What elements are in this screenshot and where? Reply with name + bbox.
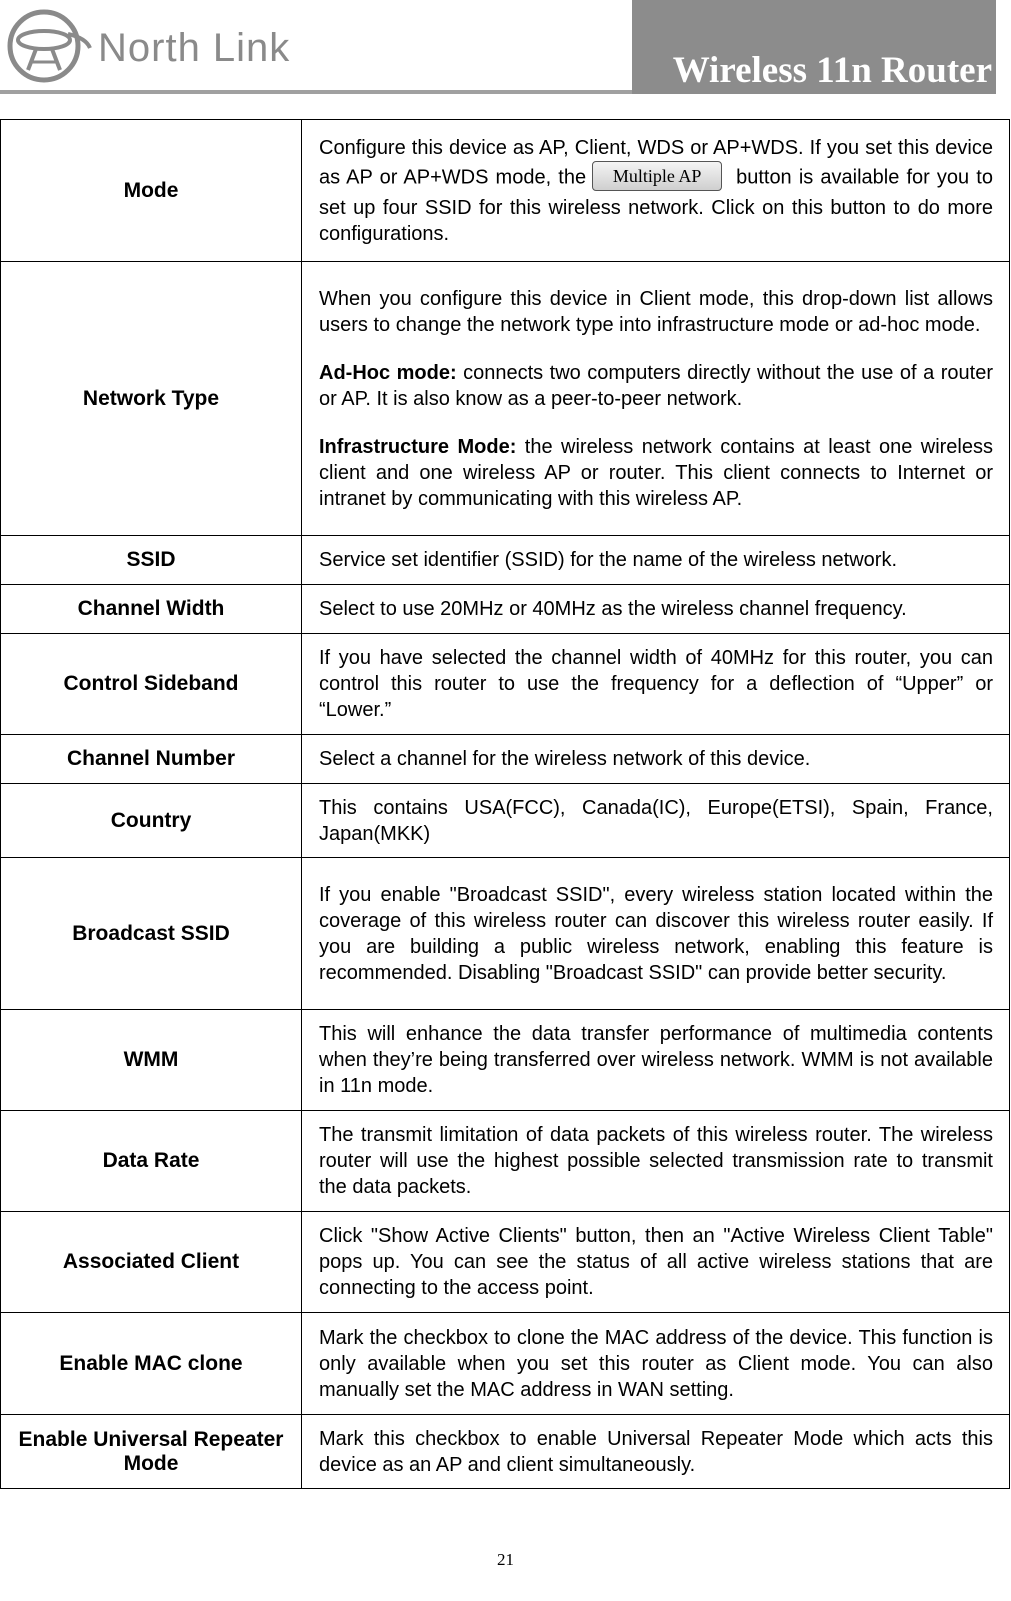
setting-description: Configure this device as AP, Client, WDS or AP+WDS. If you set this device as AP or AP+WDS mode, the Multiple AP button is available for you to set up four SSID for this wireless network. Click on this button to do more configurations. (302, 120, 1010, 262)
table-row (1, 1415, 1010, 1489)
table-row (1, 120, 1010, 262)
table-row (1, 858, 1010, 1010)
header-title-box (632, 0, 996, 94)
setting-description: This will enhance the data transfer performance of multimedia contents when they’re being transferred over wireless network. WMM is not available in 11n mode. (302, 1010, 1010, 1111)
setting-description: If you have selected the channel width of 40MHz for this router, you can control this router to use the frequency for a deflection of “Upper” or “Lower.” (302, 634, 1010, 735)
brand-name: North Link (98, 26, 291, 70)
table-row (1, 1313, 1010, 1415)
setting-description: This contains USA(FCC), Canada(IC), Europe(ETSI), Spain, France, Japan(MKK) (302, 784, 1010, 858)
setting-name: WMM (1, 1010, 302, 1111)
northlink-logo (6, 4, 306, 84)
setting-description: When you configure this device in Client mode, this drop-down list allows users to change the network type into infrastructure mode or ad-hoc mode. Ad-Hoc mode: connects two computers directly without the use of a router or AP. It is also know as a peer-to-peer network. Infrastructure Mode: the wireless network contains at least one wireless client and one wireless AP or router. This client connects to Internet or intranet by communicating with this wireless AP. (302, 262, 1010, 536)
table-row (1, 262, 1010, 536)
setting-name: Data Rate (1, 1111, 302, 1212)
setting-description: Click "Show Active Clients" button, then an "Active Wireless Client Table" pops up. You can see the status of all active wireless stations that are connecting to the access point. (302, 1212, 1010, 1313)
setting-name: Enable Universal Repeater Mode (1, 1415, 302, 1489)
table-row (1, 585, 1010, 634)
setting-name: Broadcast SSID (1, 858, 302, 1010)
table-row (1, 634, 1010, 735)
table-row (1, 735, 1010, 784)
router-globe-icon (6, 4, 96, 84)
settings-table (0, 119, 1010, 1489)
setting-description: Service set identifier (SSID) for the name of the wireless network. (302, 536, 1010, 585)
setting-description: The transmit limitation of data packets of this wireless router. The wireless router will use the highest possible selected transmission rate to transmit the data packets. (302, 1111, 1010, 1212)
page-number: 21 (497, 1550, 514, 1569)
setting-description: Mark this checkbox to enable Universal Repeater Mode which acts this device as an AP and client simultaneously. (302, 1415, 1010, 1489)
table-row (1, 1010, 1010, 1111)
setting-name: SSID (1, 536, 302, 585)
table-row (1, 784, 1010, 858)
setting-name: Network Type (1, 262, 302, 536)
table-row (1, 1212, 1010, 1313)
setting-name: Control Sideband (1, 634, 302, 735)
table-row (1, 536, 1010, 585)
multiple-ap-button: Multiple AP (592, 161, 722, 191)
header-rule (0, 90, 635, 94)
setting-name: Associated Client (1, 1212, 302, 1313)
setting-name: Mode (1, 120, 302, 262)
setting-name: Country (1, 784, 302, 858)
setting-description: If you enable "Broadcast SSID", every wireless station located within the coverage of this wireless router can discover this wireless router easily. If you are building a public wireless network, enabling this feature is recommended. Disabling "Broadcast SSID" can provide better security. (302, 858, 1010, 1010)
setting-description: Select to use 20MHz or 40MHz as the wireless channel frequency. (302, 585, 1010, 634)
page-header (0, 0, 1011, 100)
setting-name: Enable MAC clone (1, 1313, 302, 1415)
setting-name: Channel Number (1, 735, 302, 784)
setting-description: Mark the checkbox to clone the MAC address of the device. This function is only available when you set this router as Client mode. You can also manually set the MAC address in WAN setting. (302, 1313, 1010, 1415)
setting-description: Select a channel for the wireless network of this device. (302, 735, 1010, 784)
table-row (1, 1111, 1010, 1212)
document-title: Wireless 11n Router (672, 50, 992, 91)
setting-name: Channel Width (1, 585, 302, 634)
